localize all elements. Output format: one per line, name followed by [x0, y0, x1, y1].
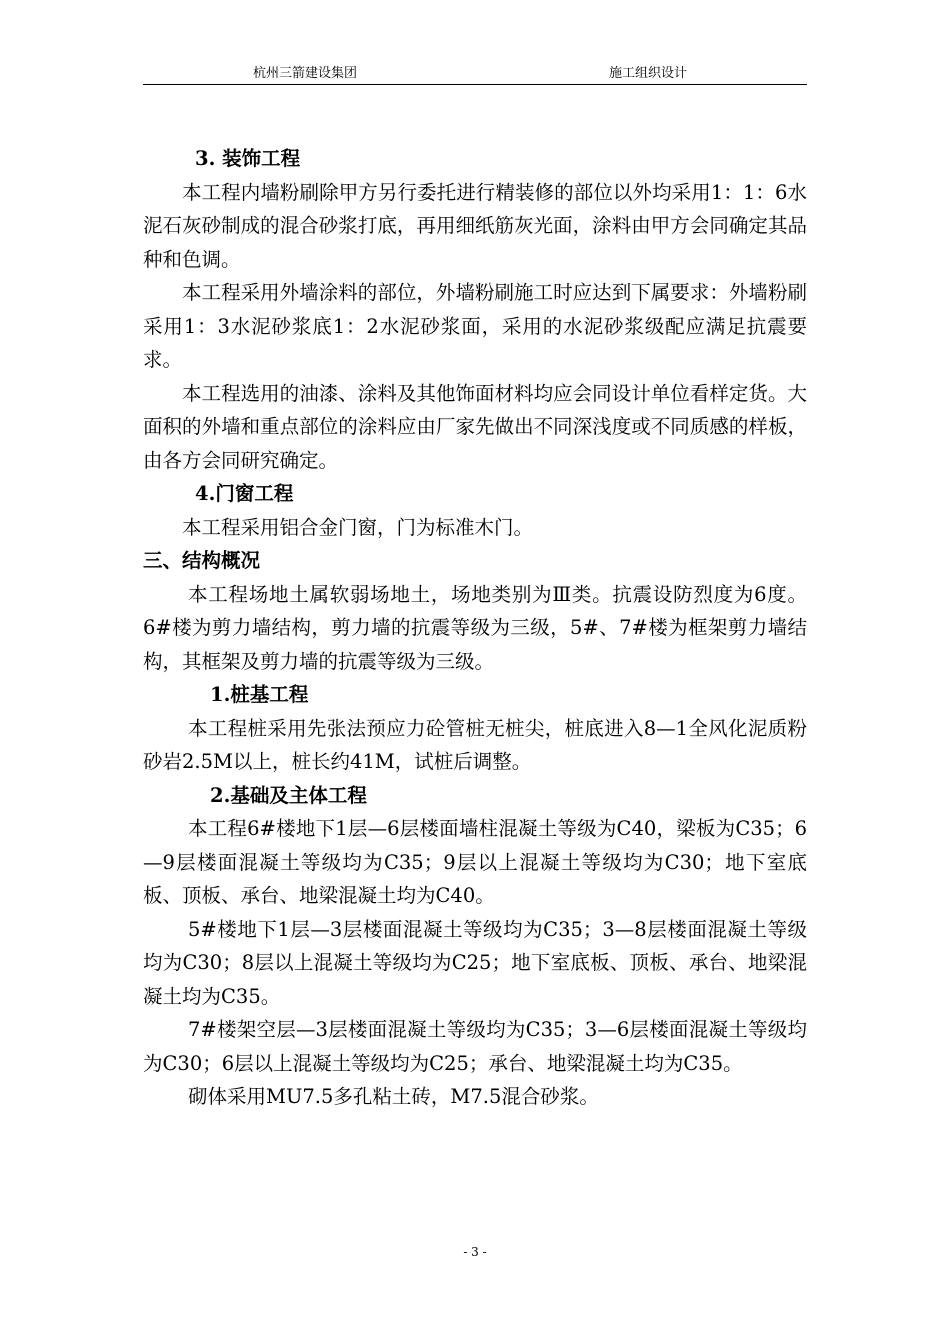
- page-number: - 3 -: [463, 1245, 487, 1259]
- paragraph-decoration-3: 本工程选用的油漆、涂料及其他饰面材料均应会同设计单位看样定货。大面积的外墙和重点部位的涂料应由厂家先做出不同深浅度或不同质感的样板，由各方会同研究确定。: [143, 381, 807, 472]
- paragraph-building-7: 7#楼架空层—3层楼面混凝土等级均为C35；3—6层楼面混凝土等级均为C30；6层以上混凝土等级均为C25；承台、地梁混凝土均为C35。: [143, 1018, 807, 1075]
- paragraph-masonry: 砌体采用MU7.5多孔粘土砖，M7.5混合砂浆。: [188, 1085, 599, 1108]
- page-header: [143, 62, 807, 84]
- header-doc-title: 施工组织设计: [609, 66, 688, 81]
- paragraph-building-6: 本工程6#楼地下1层—6层楼面墙柱混凝土等级为C40，梁板为C35；6—9层楼面混凝土等级均为C35；9层以上混凝土等级均为C30；地下室底板、顶板、承台、地梁混凝土均为C40。: [143, 817, 807, 907]
- heading-structure-overview: 三、结构概况: [143, 549, 261, 572]
- paragraph-decoration-2: 本工程采用外墙涂料的部位，外墙粉刷施工时应达到下属要求：外墙粉刷采用1：3水泥砂浆底1：2水泥砂浆面，采用的水泥砂浆级配应满足抗震要求。: [143, 281, 807, 371]
- document-body: [143, 142, 807, 1114]
- paragraph-doors-windows: 本工程采用铝合金门窗，门为标准木门。: [182, 515, 534, 539]
- paragraph-pile-foundation: 本工程桩采用先张法预应力砼管桩无桩尖，桩底进入8—1全风化泥质粉砂岩2.5M以上，桩长约41M，试桩后调整。: [143, 716, 807, 773]
- header-divider: [143, 84, 807, 85]
- heading-foundation-main: 2.基础及主体工程: [210, 783, 367, 807]
- heading-pile-foundation: 1.桩基工程: [210, 683, 309, 706]
- paragraph-decoration-1: 本工程内墙粉刷除甲方另行委托进行精装修的部位以外均采用1：1：6水泥石灰砂制成的混合砂浆打底，再用细纸筋灰光面，涂料由甲方会同确定其品种和色调。: [143, 180, 807, 271]
- paragraph-structure-overview: 本工程场地土属软弱场地土，场地类别为Ⅲ类。抗震设防烈度为6度。6#楼为剪力墙结构，剪力墙的抗震等级为三级，5#、7#楼为框架剪力墙结构，其框架及剪力墙的抗震等级为三级。: [143, 582, 807, 673]
- heading-decoration: 3. 装饰工程: [195, 147, 301, 170]
- paragraph-building-5: 5#楼地下1层—3层楼面混凝土等级均为C35；3—8层楼面混凝土等级均为C30；8层以上混凝土等级均为C25；地下室底板、顶板、承台、地梁混凝土均为C35。: [143, 917, 807, 1008]
- heading-doors-windows: 4.门窗工程: [195, 482, 294, 505]
- header-company: 杭州三箭建设集团: [253, 66, 358, 81]
